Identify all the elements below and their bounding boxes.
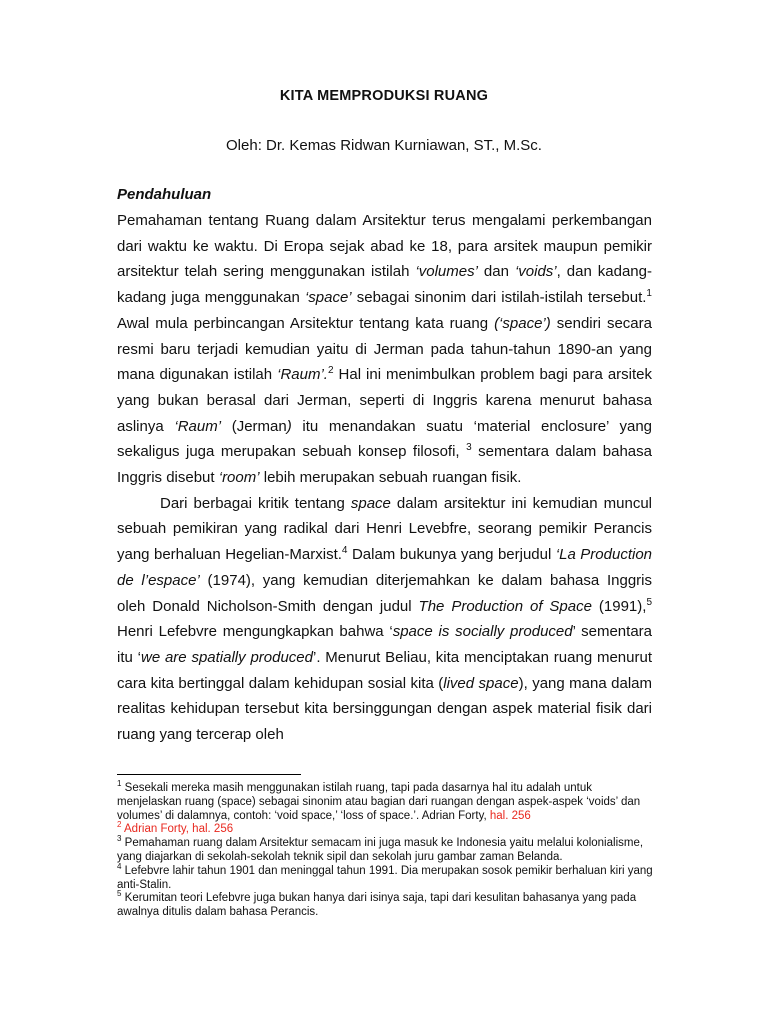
footnote-text: Kerumitan teori Lefebvre juga bukan hanya dari isinya saja, tapi dari kesulitan bahasanya yang pada awalnya ditulis dalam bahasa Perancis. [117, 892, 637, 919]
paragraph-1 [117, 208, 652, 491]
italic-term: space [350, 494, 391, 512]
text-run: (1974), yang kemudian diterjemahkan ke dalam bahasa Inggris oleh Donald Nicholson-Smith dengan judul [117, 571, 652, 615]
italic-term: ‘Raum’. [277, 366, 328, 384]
footnote-4 [117, 861, 657, 893]
text-run: Dari berbagai kritik tentang [160, 494, 351, 512]
text-run: ’. Menurut Beliau, kita menciptakan ruang menurut cara kita bertinggal dalam kehidupan sosial kita ( [117, 648, 652, 692]
document-title: KITA MEMPRODUKSI RUANG [279, 88, 489, 104]
paragraph-2 [117, 491, 652, 748]
italic-term: ‘La Production de l’espace’ [117, 546, 652, 589]
footnote-2 [117, 820, 657, 837]
footnote-number: 2 [117, 820, 122, 830]
text-run: sementara dalam bahasa Inggris disebut [117, 443, 652, 487]
footnote-number: 5 [117, 889, 122, 899]
footnote-number: 4 [117, 861, 122, 871]
text-run: dan [477, 263, 515, 281]
italic-term: lived space [443, 674, 519, 692]
text-run: ), yang mana dalam realitas kehidupan tersebut kita bersinggungan dengan aspek material fisik dari ruang yang tercerap oleh [117, 674, 652, 744]
footnote-text[interactable]: Adrian Forty, hal. 256 [121, 823, 234, 836]
italic-term: ‘space’ [304, 289, 352, 307]
italic-term: space is socially produced [392, 623, 573, 641]
text-run: Hal ini menimbulkan problem bagi para arsitek yang bukan berasal dari Jerman, seperti di Inggris karena menurut bahasa aslinya [117, 366, 652, 435]
footnote-text: Sesekali mereka masih menggunakan istilah ruang, tapi pada dasarnya hal itu adalah untuk menjelaskan ruang (space) sebagai sinonim atau bagian dari ruangan dengan aspek-aspek ‘voids’ dan volumes’ di dalamnya, contoh: ‘void space,’ ‘loss of space.’. Adrian Forty, [117, 782, 641, 822]
footnote-ref[interactable]: 3 [466, 442, 472, 454]
text-run: dalam arsitektur ini kemudian muncul sebuah pemikiran yang radikal dari Henri Levebfre, seorang pemikir Perancis yang berhaluan Hegelian-Marxist. [117, 494, 652, 564]
italic-term: The Production of Space [418, 597, 592, 615]
footnote-3 [117, 834, 657, 865]
footnote-number: 3 [117, 834, 122, 844]
footnote-ref[interactable]: 5 [646, 596, 652, 608]
text-run: Henri Lefebvre mengungkapkan bahwa ‘ [117, 623, 393, 641]
body-text [117, 208, 652, 748]
footnote-text: Pemahaman ruang dalam Arsitektur semacam ini juga masuk ke Indonesia yaitu melalui kolonialisme, yang diajarkan di sekolah-sekolah teknik sipil dan sekolah juru gambar zaman Belanda. [117, 837, 644, 863]
footnote-page-link[interactable]: hal. 256 [489, 809, 531, 822]
text-run: (Jerman [221, 417, 287, 435]
text-run: sebagai sinonim dari istilah-istilah tersebut. [351, 289, 647, 307]
footnotes [117, 779, 657, 920]
footnote-ref[interactable]: 1 [646, 288, 652, 300]
text-run: Awal mula perbincangan Arsitektur tentang kata ruang [117, 314, 495, 332]
footnote-number: 1 [117, 779, 122, 789]
italic-term: ‘room’ [218, 469, 260, 487]
footnote-separator [117, 774, 301, 775]
text-run: Pemahaman tentang Ruang dalam Arsitektur terus mengalami perkembangan dari waktu ke waktu. Di Eropa sejak abad ke 18, para arsitek maupun pemikir arsitektur telah sering menggunakan istilah [117, 212, 652, 281]
footnote-1 [117, 779, 657, 823]
text-run: , dan kadang-kadang juga menggunakan [117, 263, 652, 307]
footnote-ref[interactable]: 2 [327, 365, 334, 377]
text-run: sendiri secara resmi baru terjadi kemudian yaitu di Jerman pada tahun-tahun 1890-an yang mana digunakan istilah [117, 314, 652, 384]
text-run: lebih merupakan sebuah ruangan fisik. [259, 469, 522, 487]
text-run: ’ sementara itu ‘ [117, 623, 652, 666]
section-heading: Pendahuluan [117, 186, 212, 203]
text-run: itu menandakan suatu ‘material enclosure’ yang sekaligus juga merupakan sebuah konsep filosofi, [117, 417, 652, 461]
italic-term: ) [286, 417, 292, 435]
italic-term: ‘volumes’ [415, 263, 478, 281]
footnote-text: Lefebvre lahir tahun 1901 dan meninggal tahun 1991. Dia merupakan sosok pemikir berhaluan kiri yang anti-Stalin. [117, 864, 653, 891]
text-run: Dalam bukunya yang berjudul [347, 546, 556, 564]
footnote-5 [117, 889, 657, 920]
text-run: (1991), [591, 597, 647, 615]
italic-term: ‘Raum’ [174, 417, 222, 435]
author-line: Oleh: Dr. Kemas Ridwan Kurniawan, ST., M.Sc. [226, 137, 542, 154]
italic-term: we are spatially produced [140, 648, 313, 666]
italic-term: ‘voids’ [514, 263, 557, 281]
italic-term: (‘space’) [494, 314, 551, 332]
footnote-ref[interactable]: 4 [341, 545, 348, 557]
